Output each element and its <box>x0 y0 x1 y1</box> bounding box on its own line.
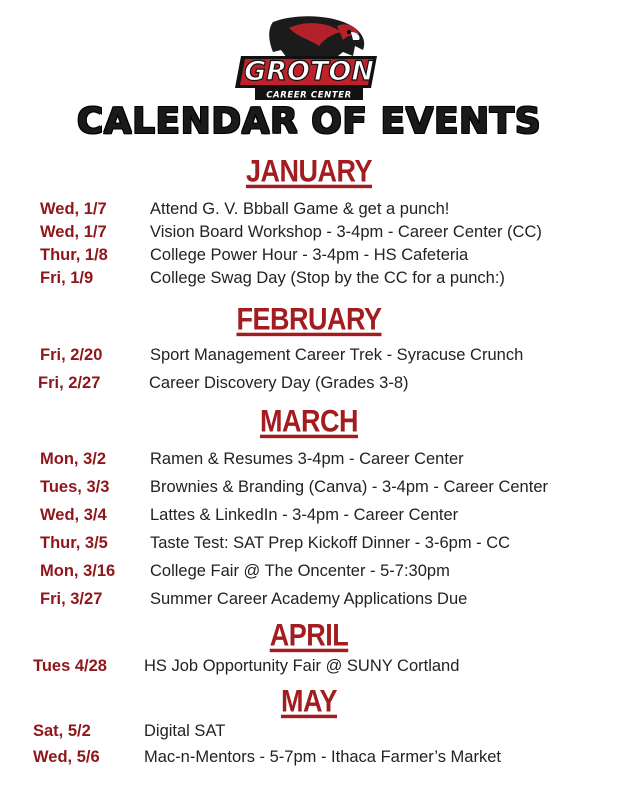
event-text: HS Job Opportunity Fair @ SUNY Cortland <box>144 657 460 675</box>
month-heading-february: FEBRUARY <box>236 301 382 337</box>
event-date: Tues, 3/3 <box>40 478 110 496</box>
page-title: CALENDAR OF EVENTS <box>76 101 542 142</box>
event-date: Mon, 3/2 <box>40 450 107 468</box>
event-date: Wed, 3/4 <box>40 506 107 524</box>
event-text: Digital SAT <box>144 722 226 740</box>
event-date: Fri, 2/27 <box>38 374 101 392</box>
event-text: College Fair @ The Oncenter - 5-7:30pm <box>150 562 450 580</box>
event-text: Ramen & Resumes 3-4pm - Career Center <box>150 450 464 468</box>
event-date: Wed, 1/7 <box>40 200 107 218</box>
month-heading-may: MAY <box>280 683 338 719</box>
event-text: Attend G. V. Bbball Game & get a punch! <box>150 200 450 218</box>
event-date: Wed, 1/7 <box>40 223 107 241</box>
event-date: Tues 4/28 <box>33 657 107 675</box>
event-text: College Swag Day (Stop by the CC for a punch:) <box>150 269 505 287</box>
event-text: Mac-n-Mentors - 5-7pm - Ithaca Farmer’s Market <box>144 748 501 766</box>
event-date: Fri, 3/27 <box>40 590 103 608</box>
logo-subtitle: CAREER CENTER <box>266 90 352 101</box>
event-date: Mon, 3/16 <box>40 562 116 580</box>
logo-banner <box>235 56 377 101</box>
logo-word: GROTON <box>244 56 374 87</box>
event-text: Career Discovery Day (Grades 3-8) <box>149 374 409 392</box>
event-text: Brownies & Branding (Canva) - 3-4pm - Career Center <box>150 478 548 496</box>
event-date: Wed, 5/6 <box>33 748 100 766</box>
event-text: Sport Management Career Trek - Syracuse Crunch <box>150 346 524 364</box>
event-date: Thur, 1/8 <box>40 246 108 264</box>
event-text: Taste Test: SAT Prep Kickoff Dinner - 3-6pm - CC <box>150 534 511 552</box>
groton-logo <box>233 12 385 104</box>
event-text: Lattes & LinkedIn - 3-4pm - Career Center <box>150 506 459 524</box>
event-text: Summer Career Academy Applications Due <box>150 590 468 608</box>
month-heading-january: JANUARY <box>245 153 372 189</box>
month-heading-march: MARCH <box>260 403 358 439</box>
event-text: Vision Board Workshop - 3-4pm - Career Center (CC) <box>150 223 542 241</box>
event-date: Sat, 5/2 <box>33 722 91 740</box>
month-heading-april: APRIL <box>269 617 349 653</box>
event-date: Fri, 1/9 <box>40 269 94 287</box>
event-text: College Power Hour - 3-4pm - HS Cafeteria <box>150 246 469 264</box>
event-date: Thur, 3/5 <box>40 534 108 552</box>
event-date: Fri, 2/20 <box>40 346 103 364</box>
